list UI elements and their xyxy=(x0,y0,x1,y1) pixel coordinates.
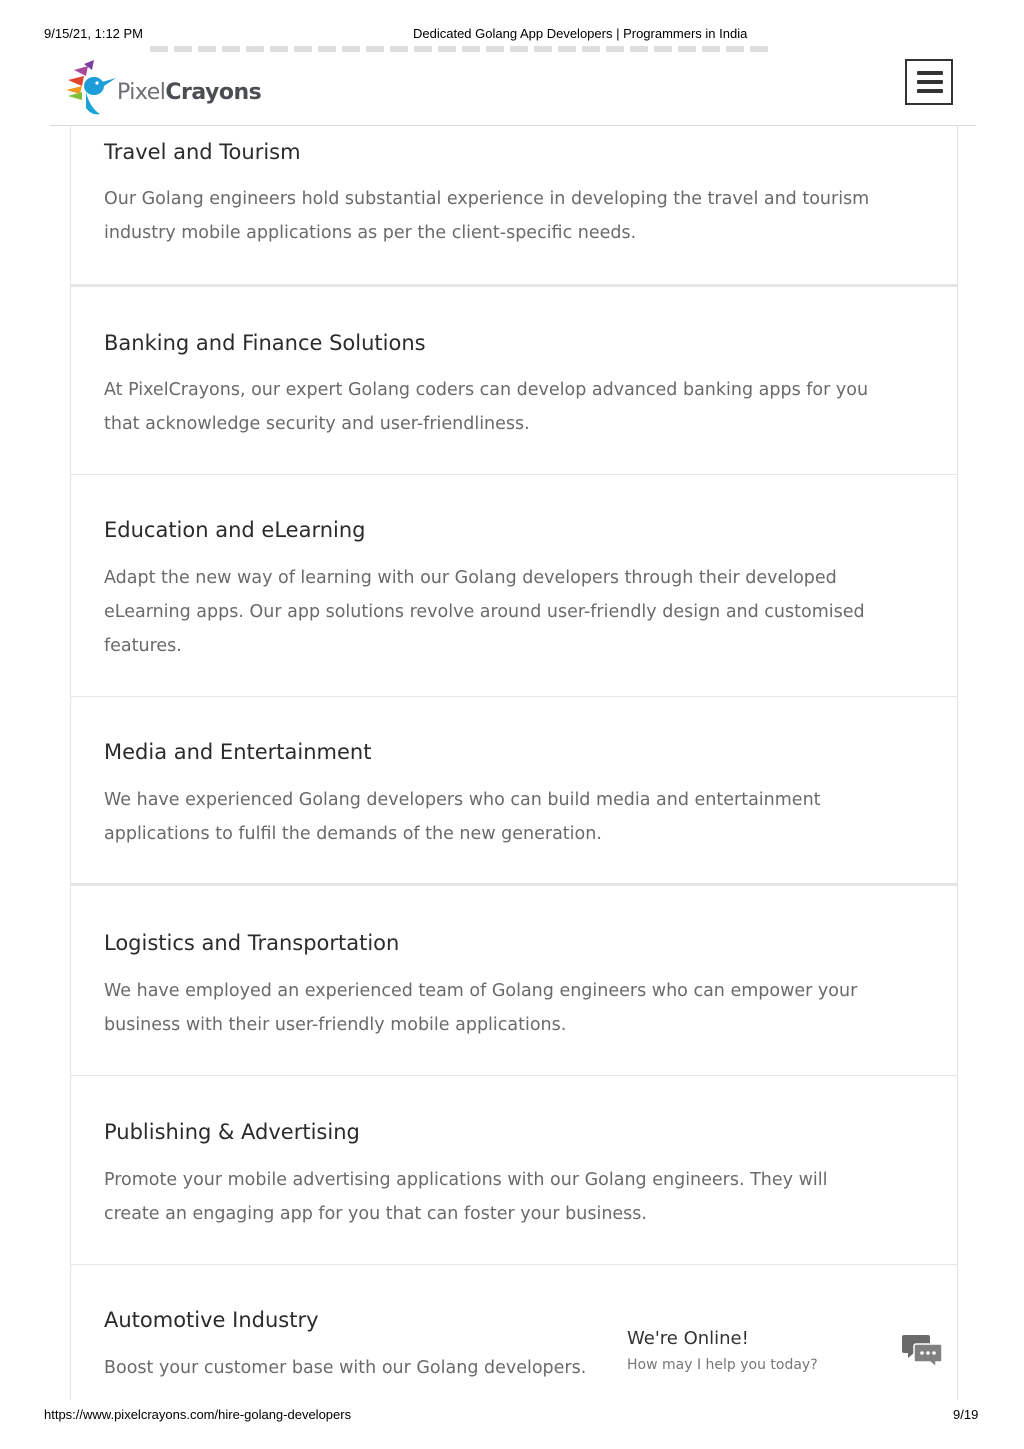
industry-title: Automotive Industry xyxy=(104,1308,319,1332)
hamburger-icon-bar xyxy=(917,89,943,93)
logo-text-pixel: Pixel xyxy=(117,80,166,105)
chat-bubbles-icon[interactable] xyxy=(902,1332,944,1372)
clipped-text-remnant xyxy=(150,46,770,52)
print-page-title: Dedicated Golang App Developers | Programmers in India xyxy=(413,26,748,41)
pixelcrayons-logo[interactable] xyxy=(64,58,274,118)
print-header xyxy=(0,24,1024,42)
industry-title: Logistics and Transportation xyxy=(104,931,400,955)
industry-card xyxy=(71,886,957,1076)
print-footer xyxy=(0,1407,1024,1425)
print-url: https://www.pixelcrayons.com/hire-golang-developers xyxy=(44,1407,352,1422)
industry-card xyxy=(71,287,957,475)
industries-list xyxy=(70,126,958,1400)
logo-wordmark xyxy=(117,80,261,105)
hummingbird-logo-icon xyxy=(64,58,116,120)
print-page-number: 9/19 xyxy=(953,1407,979,1422)
industry-description: Our Golang engineers hold substantial experience in developing the travel and tourism industry mobile applications as per the client-specific needs. xyxy=(104,189,870,243)
industry-card xyxy=(71,1076,957,1265)
industry-title: Travel and Tourism xyxy=(104,140,301,164)
logo-text-crayons: Crayons xyxy=(165,80,262,105)
industry-title: Publishing & Advertising xyxy=(104,1120,360,1144)
industry-title: Banking and Finance Solutions xyxy=(104,331,426,355)
industry-card xyxy=(71,697,957,886)
chat-widget[interactable] xyxy=(610,1322,955,1392)
industry-description: Promote your mobile advertising applications with our Golang engineers. They will create an engaging app for you that can foster your business. xyxy=(104,1170,828,1224)
chat-title: We're Online! xyxy=(627,1328,749,1349)
hamburger-icon-bar xyxy=(917,80,943,84)
menu-button[interactable] xyxy=(905,59,953,105)
site-header xyxy=(50,46,976,126)
print-datetime: 9/15/21, 1:12 PM xyxy=(44,26,144,41)
hamburger-icon xyxy=(917,71,943,75)
industry-description: Adapt the new way of learning with our Golang developers through their developed eLearning apps. Our app solutions revolve around user-friendly design and customised features. xyxy=(104,568,865,656)
industry-card xyxy=(71,126,957,287)
industry-card xyxy=(71,475,957,697)
industry-description: Boost your customer base with our Golang developers. xyxy=(104,1358,587,1378)
industry-description: At PixelCrayons, our expert Golang coders can develop advanced banking apps for you that acknowledge security and user-friendliness. xyxy=(104,380,869,434)
chat-subtitle: How may I help you today? xyxy=(627,1357,818,1373)
industry-description: We have employed an experienced team of Golang engineers who can empower your business with their user-friendly mobile applications. xyxy=(104,981,858,1035)
industry-title: Education and eLearning xyxy=(104,518,366,542)
industry-title: Media and Entertainment xyxy=(104,740,372,764)
industry-description: We have experienced Golang developers who can build media and entertainment applications to fulfil the demands of the new generation. xyxy=(104,790,821,844)
